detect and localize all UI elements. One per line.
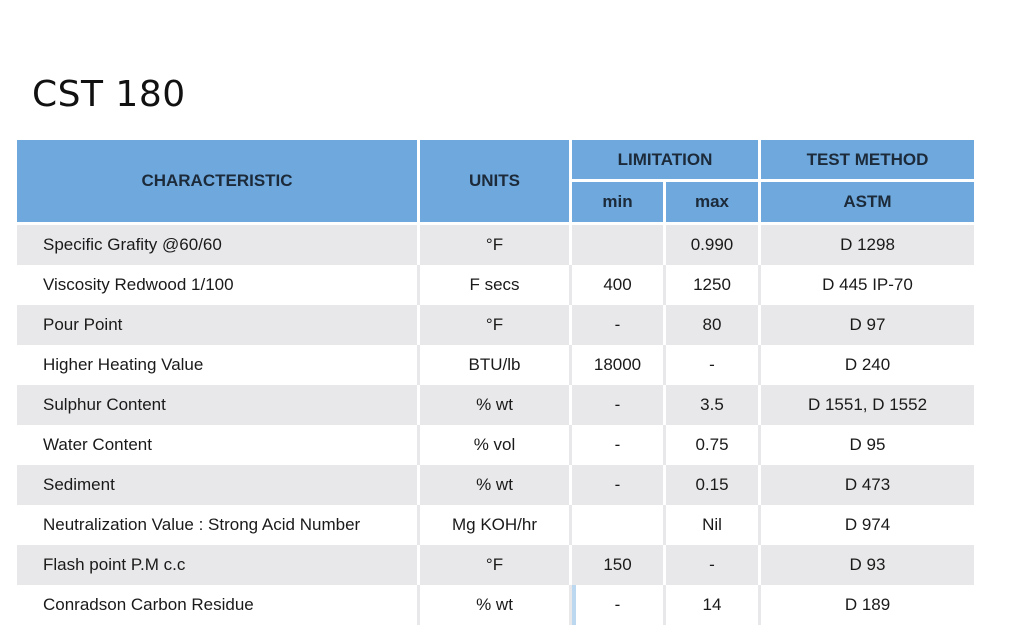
cell-max: 1250: [666, 265, 761, 305]
cell-min: -: [572, 425, 666, 465]
cell-max: -: [666, 345, 761, 385]
cell-max: 0.990: [666, 225, 761, 265]
table-row: [17, 425, 974, 465]
cell-method: D 240: [761, 345, 974, 385]
cell-min: 18000: [572, 345, 666, 385]
cell-characteristic: Neutralization Value : Strong Acid Number: [17, 505, 420, 545]
cell-method: D 445 IP-70: [761, 265, 974, 305]
cell-characteristic: Viscosity Redwood 1/100: [17, 265, 420, 305]
table-row: [17, 265, 974, 305]
cell-min: -: [572, 585, 666, 625]
header-astm: ASTM: [761, 182, 974, 225]
cell-method: D 974: [761, 505, 974, 545]
cell-units: % wt: [420, 385, 572, 425]
header-min: min: [572, 182, 666, 225]
cell-max: -: [666, 545, 761, 585]
cell-units: °F: [420, 225, 572, 265]
cell-characteristic: Conradson Carbon Residue: [17, 585, 420, 625]
cell-method: D 473: [761, 465, 974, 505]
table-row: [17, 505, 974, 545]
cell-units: % wt: [420, 585, 572, 625]
cell-units: % wt: [420, 465, 572, 505]
cell-units: °F: [420, 545, 572, 585]
header-limitation: LIMITATION: [572, 140, 761, 182]
cell-max: 80: [666, 305, 761, 345]
page-title: CST 180: [32, 74, 186, 115]
cell-max: 0.75: [666, 425, 761, 465]
specification-table: [17, 140, 974, 625]
header-characteristic: CHARACTERISTIC: [17, 140, 420, 225]
table-row: [17, 305, 974, 345]
cell-characteristic: Higher Heating Value: [17, 345, 420, 385]
cell-min: 400: [572, 265, 666, 305]
cell-min: [572, 225, 666, 265]
header-test-method: TEST METHOD: [761, 140, 974, 182]
cell-characteristic: Sediment: [17, 465, 420, 505]
cell-min: 150: [572, 545, 666, 585]
cell-max: 14: [666, 585, 761, 625]
cell-units: BTU/lb: [420, 345, 572, 385]
cell-units: % vol: [420, 425, 572, 465]
cell-method: D 97: [761, 305, 974, 345]
cell-characteristic: Water Content: [17, 425, 420, 465]
table-row: [17, 345, 974, 385]
cell-characteristic: Pour Point: [17, 305, 420, 345]
table-row: [17, 385, 974, 425]
cell-units: °F: [420, 305, 572, 345]
cell-method: D 1298: [761, 225, 974, 265]
cell-method: D 1551, D 1552: [761, 385, 974, 425]
cell-min: [572, 505, 666, 545]
cell-units: Mg KOH/hr: [420, 505, 572, 545]
cell-units: F secs: [420, 265, 572, 305]
table-row: [17, 545, 974, 585]
cell-method: D 93: [761, 545, 974, 585]
cell-characteristic: Specific Grafity @60/60: [17, 225, 420, 265]
cell-max: 3.5: [666, 385, 761, 425]
cell-min: -: [572, 385, 666, 425]
cell-characteristic: Flash point P.M c.c: [17, 545, 420, 585]
header-max: max: [666, 182, 761, 225]
cell-max: Nil: [666, 505, 761, 545]
cell-max: 0.15: [666, 465, 761, 505]
header-units: UNITS: [420, 140, 572, 225]
table-row: [17, 465, 974, 505]
cell-method: D 189: [761, 585, 974, 625]
table-row: [17, 225, 974, 265]
cell-characteristic: Sulphur Content: [17, 385, 420, 425]
cell-min: -: [572, 465, 666, 505]
table-row: [17, 585, 974, 625]
cell-method: D 95: [761, 425, 974, 465]
cell-min: -: [572, 305, 666, 345]
